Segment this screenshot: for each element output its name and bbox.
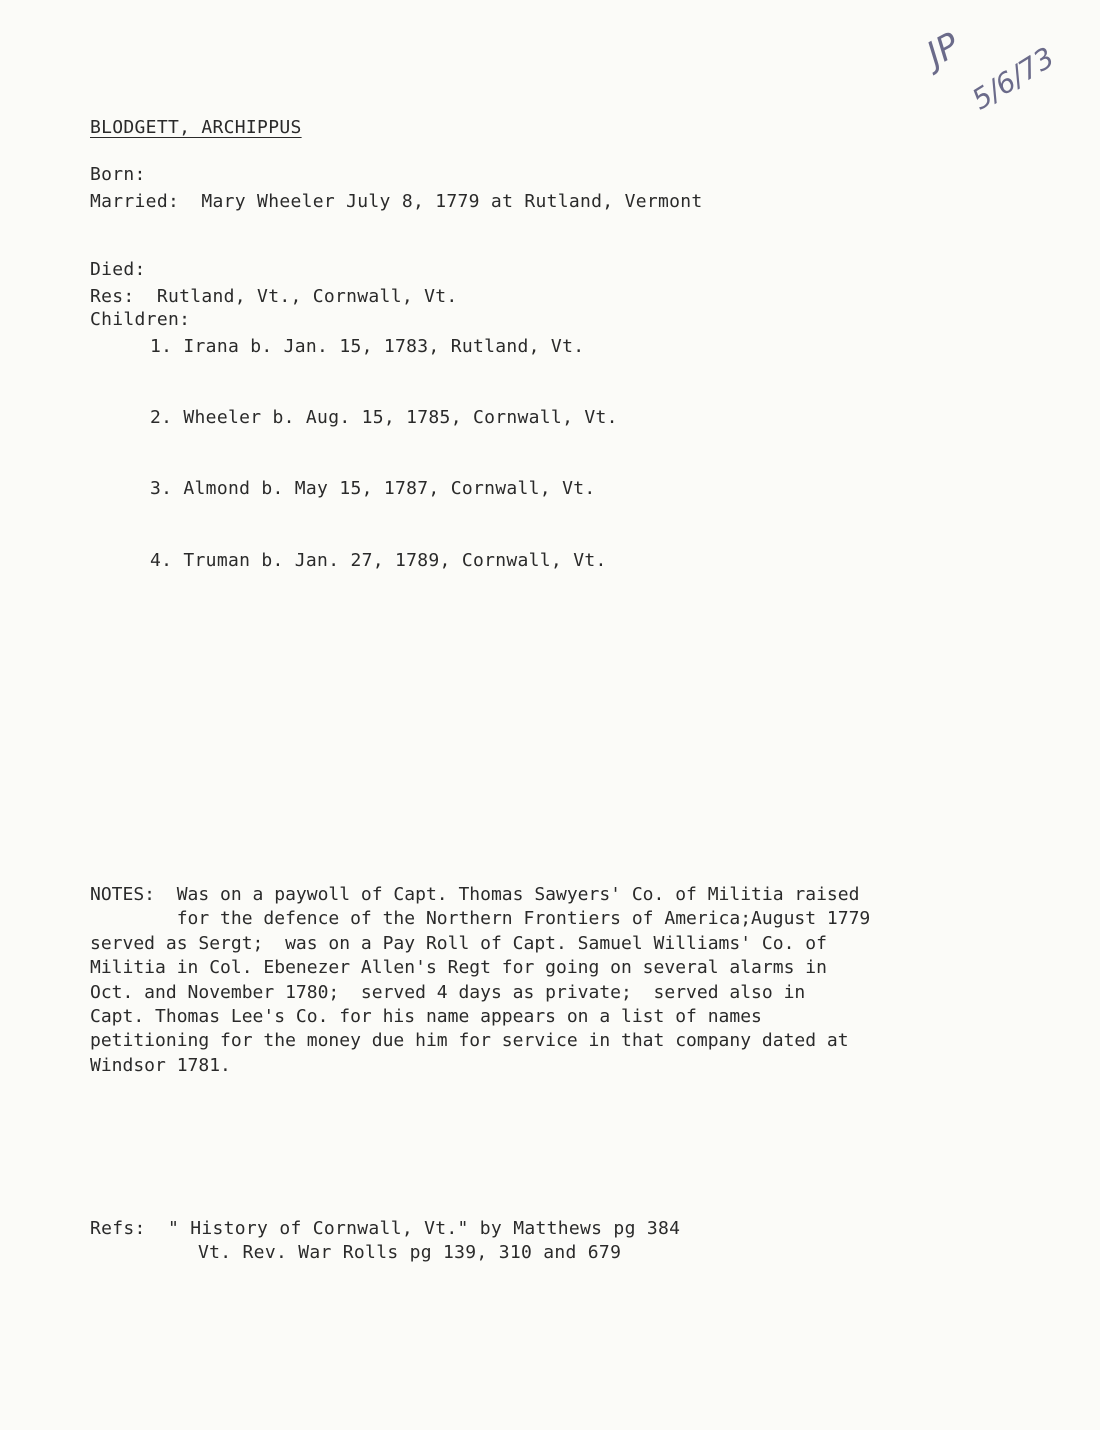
notes-line: Oct. and November 1780; served 4 days as private; served also in: [90, 981, 806, 1003]
notes-line: petitioning for the money due him for service in that company dated at: [90, 1030, 849, 1052]
children-label: Children:: [90, 309, 191, 330]
notes-line: Militia in Col. Ebenezer Allen's Regt for going on several alarms in: [90, 957, 827, 979]
child-item: 3. Almond b. May 15, 1787, Cornwall, Vt.: [150, 478, 596, 499]
child-item: 2. Wheeler b. Aug. 15, 1785, Cornwall, Vt.: [150, 407, 618, 428]
died-field: Died:: [90, 259, 146, 280]
notes-line: Capt. Thomas Lee's Co. for his name appears on a list of names: [90, 1005, 762, 1027]
references-line-2: Vt. Rev. War Rolls pg 139, 310 and 679: [198, 1242, 622, 1263]
notes-section: [90, 884, 970, 1079]
notes-line: Windsor 1781.: [90, 1054, 231, 1076]
married-field: Married: Mary Wheeler July 8, 1779 at Rutland, Vermont: [90, 191, 703, 212]
notes-line: served as Sergt; was on a Pay Roll of Capt. Samuel Williams' Co. of: [90, 932, 827, 954]
residence-field: Res: Rutland, Vt., Cornwall, Vt.: [90, 286, 458, 307]
born-field: Born:: [90, 164, 146, 185]
record-title: BLODGETT, ARCHIPPUS: [90, 117, 302, 138]
notes-line: for the defence of the Northern Frontiers of America;August 1779: [90, 908, 871, 930]
child-item: 1. Irana b. Jan. 15, 1783, Rutland, Vt.: [150, 336, 585, 357]
handwritten-date: 5/6/73: [966, 40, 1061, 117]
child-item: 4. Truman b. Jan. 27, 1789, Cornwall, Vt.: [150, 550, 607, 571]
references-line-1: Refs: " History of Cornwall, Vt." by Matthews pg 384: [90, 1218, 681, 1239]
handwritten-initials: JP: [920, 25, 967, 75]
notes-line: NOTES: Was on a paywoll of Capt. Thomas Sawyers' Co. of Militia raised: [90, 884, 860, 905]
